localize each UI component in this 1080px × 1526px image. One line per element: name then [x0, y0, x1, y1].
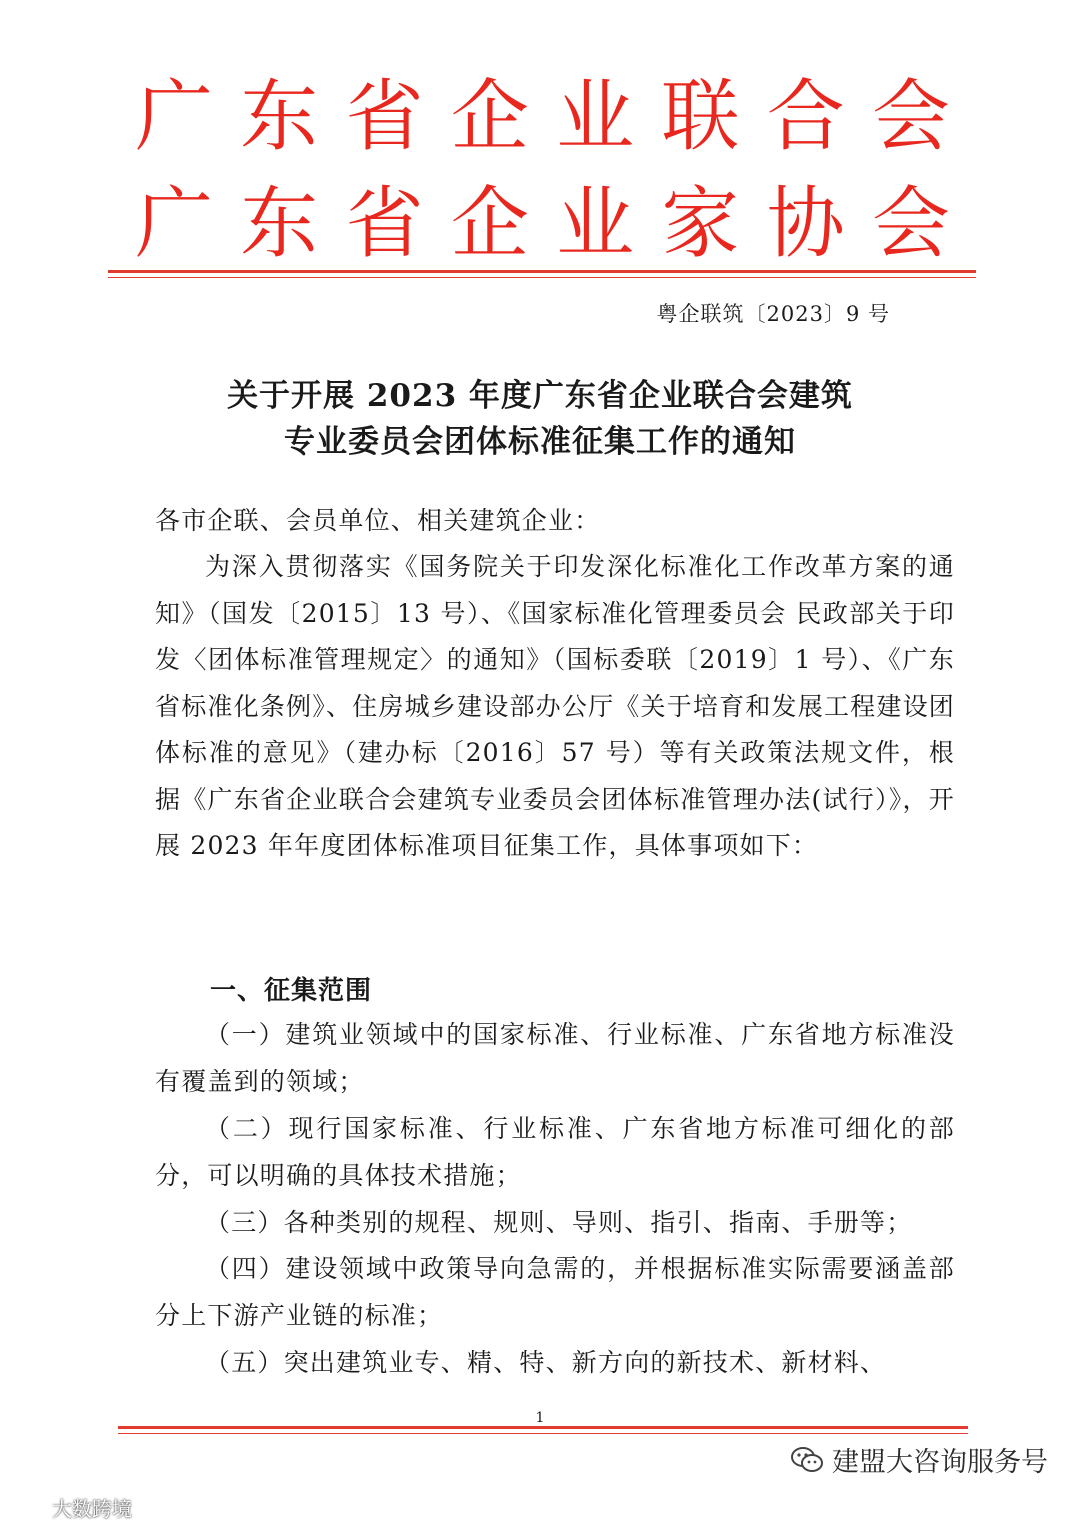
letterhead-rule-thin	[108, 277, 976, 278]
letterhead-char: 东	[240, 179, 319, 269]
salutation: 各市企联、会员单位、相关建筑企业：	[155, 506, 601, 535]
footer-rule-thin	[118, 1433, 968, 1434]
letterhead-char: 业	[556, 179, 635, 269]
page-number: 1	[535, 1410, 545, 1426]
list-item: （一）建筑业领域中的国家标准、行业标准、广东省地方标准没有覆盖到的领域；	[155, 1020, 955, 1096]
list-item: （五）突出建筑业专、精、特、新方向的新技术、新材料、	[205, 1348, 887, 1377]
list-item: （三）各种类别的规程、规则、导则、指引、指南、手册等；	[205, 1208, 913, 1237]
letterhead-line-2	[135, 179, 950, 269]
brand-logo-icon	[8, 1496, 48, 1520]
letterhead-char: 家	[661, 179, 740, 269]
watermark-right	[790, 1440, 1048, 1479]
document-title-line-2: 专业委员会团体标准征集工作的通知	[284, 424, 796, 460]
wechat-icon	[790, 1446, 824, 1474]
letterhead-char: 东	[240, 72, 319, 162]
letterhead-char: 企	[450, 72, 529, 162]
letterhead-char: 会	[871, 179, 950, 269]
letterhead-char: 广	[135, 72, 214, 162]
letterhead-char: 企	[450, 179, 529, 269]
letterhead-char: 业	[556, 72, 635, 162]
section-heading: 一、征集范围	[210, 976, 373, 1006]
letterhead-char: 省	[345, 72, 424, 162]
document-title-line-1: 关于开展 2023 年度广东省企业联合会建筑	[227, 378, 853, 414]
list-item: （四）建设领域中政策导向急需的，并根据标准实际需要涵盖部分上下游产业链的标准；	[155, 1254, 955, 1330]
watermark-left	[8, 1493, 132, 1522]
letterhead-line-1	[135, 72, 950, 162]
letterhead-char: 联	[661, 72, 740, 162]
footer-rule-thick	[118, 1426, 968, 1429]
letterhead-char: 合	[766, 72, 845, 162]
watermark-left-text: 大数跨境	[52, 1497, 132, 1521]
intro-paragraph: 为深入贯彻落实《国务院关于印发深化标准化工作改革方案的通知》（国发〔2015〕13 号）、《国家标准化管理委员会 民政部关于印发〈团体标准管理规定〉的通知》（国标委联〔2019〕1 号）、《广东省标准化条例》、住房城乡建设部办公厅《关于培育和发展工程建设团体标准的意见》（建办标〔2016〕57 号）等有关政策法规文件，根据《广东省企业联合会建筑专业委员会团体标准管理办法(试行）》，开展 2023 年年度团体标准项目征集工作，具体事项如下：	[155, 552, 955, 860]
watermark-right-text: 建盟大咨询服务号	[832, 1447, 1048, 1478]
document-number: 粤企联筑〔2023〕9 号	[656, 302, 890, 326]
list-item: （二）现行国家标准、行业标准、广东省地方标准可细化的部分，可以明确的具体技术措施；	[155, 1114, 955, 1190]
letterhead-char: 会	[871, 72, 950, 162]
letterhead-char: 省	[345, 179, 424, 269]
letterhead-char: 协	[766, 179, 845, 269]
letterhead-rule-thick	[108, 270, 976, 273]
letterhead-char: 广	[135, 179, 214, 269]
